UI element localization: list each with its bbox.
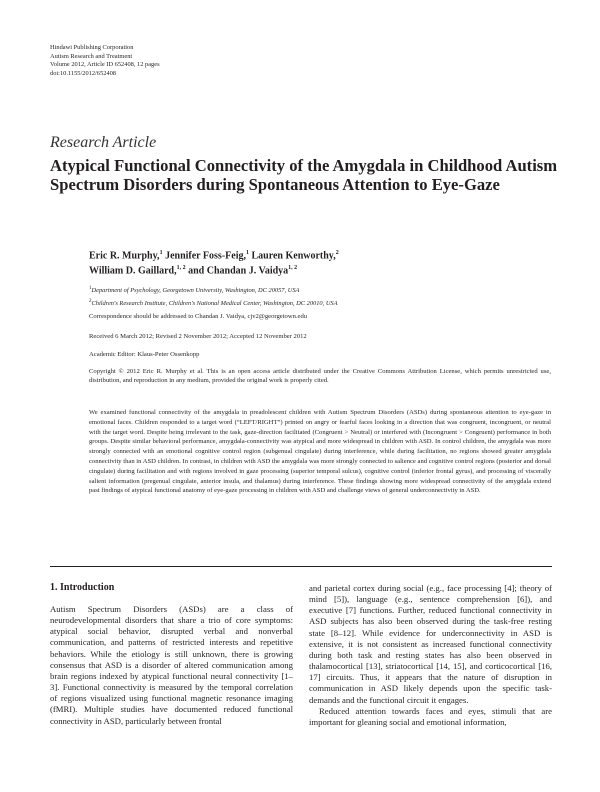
journal-header [50, 44, 160, 78]
affiliation-mark: 2 [89, 299, 92, 305]
author-line-1 [89, 247, 549, 262]
author-name[interactable]: William D. Gaillard, [89, 265, 177, 277]
author-affil-mark: 1 [245, 250, 249, 256]
paper-title: Atypical Functional Connectivity of the Amygdala in Childhood Autism Spectrum Disorders during Spontaneous Attention to Eye-Gaze [50, 156, 558, 195]
author-name[interactable]: Jennifer Foss-Feig, [162, 250, 246, 262]
body-paragraph: and parietal cortex during social (e.g., face processing [4]; theory of mind [5]), language (e.g., sentence comprehension [6]), and executive [7] functions. Further, reduced functional connectivity in ASD subjects has also been observed during the task-free resting state [8–12]. While evidence for underconnectivity in ASD is extensive, it is not consistent as increased functional connectivity during both task and resting states has also been observed in thalamocortical [13], striatocortical [14, 15], and corticocortical [16, 17] circuits. Thus, it appears that the nature of disruption in communication in ASD likely depends upon the specific task-demands and the functional circuit it engages. [309, 583, 552, 705]
affiliation-mark: 1 [89, 286, 92, 291]
author-name[interactable]: and Chandan J. Vaidya [185, 265, 289, 277]
body-column-left [50, 604, 293, 727]
section-divider [50, 566, 552, 567]
author-affil-mark: 1 [159, 250, 163, 256]
body-column-right [309, 583, 552, 728]
editor-line: Academic Editor: Klaus-Peter Ossenkopp [89, 351, 200, 358]
correspondence-line: Correspondence should be addressed to Chandan J. Vaidya, cjv2@georgetown.edu [89, 313, 308, 320]
publisher-name: Hindawi Publishing Corporation [50, 44, 134, 51]
affiliation-text: Children's Research Institute, Children's National Medical Center, Washington, DC 20010, USA [91, 300, 338, 308]
affiliation-item [89, 283, 338, 296]
doi-link[interactable]: doi:10.1155/2012/652408 [50, 69, 116, 77]
abstract: We examined functional connectivity of the amygdala in preadolescent children with Autism Spectrum Disorders (ASDs) during spontaneous attention to eye-gaze in emotional faces. Children responded to a target word (“LEFT/RIGHT”) printed on angry or fearful faces looking in a direction that was congruent, incongruent, or neutral with the target word. Despite being irrelevant to the task, gaze-direction facilitated (Congruent > Neutral) or interfered with (Incongruent > Congruent) performance in both groups. Despite similar behavioral performance, amygdala-connectivity was atypical and more widespread in children with ASD. In control children, the amygdala was more strongly connected with an emotional cognitive control region (subgenual cingulate) during interference, while during facilitation, no regions showed greater amygdala connectivity than in ASD children. In contrast, in children with ASD the amygdala was more strongly connected to salience and cognitive control regions (posterior and dorsal cingulate) during facilitation and with regions involved in gaze processing (superior temporal sulcus), cognitive control (inferior frontal gyrus), and processing of viscerally salient information (pregenual cingulate, anterior insula, and thalamus) during interference. These findings showing more widespread connectivity of the amygdala extend past findings of atypical functional anatomy of eye-gaze processing in children with ASD and challenge views of general underconnectivity in ASD. [89, 409, 551, 495]
author-affil-mark: 1, 2 [288, 265, 298, 272]
article-type: Research Article [50, 134, 157, 151]
body-paragraph: Autism Spectrum Disorders (ASDs) are a class of neurodevelopmental disorders that share a trio of core symptoms: atypical social behavior, disrupted verbal and nonverbal communication, and patterns of restricted interests and repetitive behaviors. While the etiology is still unknown, there is growing consensus that ASD is a disorder of altered communication among brain regions indexed by atypical functional neural connectivity [1–3]. Functional connectivity is measured by the temporal correlation of regions visualized using functional magnetic resonance imaging (fMRI). Multiple studies have documented reduced functional connectivity in ASD, particularly between frontal [50, 604, 293, 726]
body-paragraph: Reduced attention towards faces and eyes, stimuli that are important for gleaning social and emotional information, [309, 705, 552, 727]
dates-line: Received 6 March 2012; Revised 2 November 2012; Accepted 12 November 2012 [89, 333, 307, 340]
volume-info: Volume 2012, Article ID 652408, 12 pages [50, 61, 160, 69]
journal-name: Autism Research and Treatment [50, 52, 133, 60]
affiliation-text: Department of Psychology, Georgetown University, Washington, DC 20057, USA [91, 287, 300, 295]
author-affil-mark: 2 [335, 250, 339, 256]
section-heading-introduction: 1. Introduction [50, 582, 115, 593]
affiliation-item [89, 296, 338, 309]
author-list [89, 247, 549, 278]
author-name[interactable]: Lauren Kenworthy, [248, 250, 336, 262]
copyright-notice: Copyright © 2012 Eric R. Murphy et al. This is an open access article distributed under the Creative Commons Attribution License, which permits unrestricted use, distribution, and reproduction in any medium, provided the original work is properly cited. [89, 368, 551, 384]
author-line-2 [89, 262, 549, 277]
author-name[interactable]: Eric R. Murphy, [89, 250, 160, 262]
author-affil-mark: 1, 2 [176, 265, 186, 272]
affiliations [89, 283, 338, 309]
